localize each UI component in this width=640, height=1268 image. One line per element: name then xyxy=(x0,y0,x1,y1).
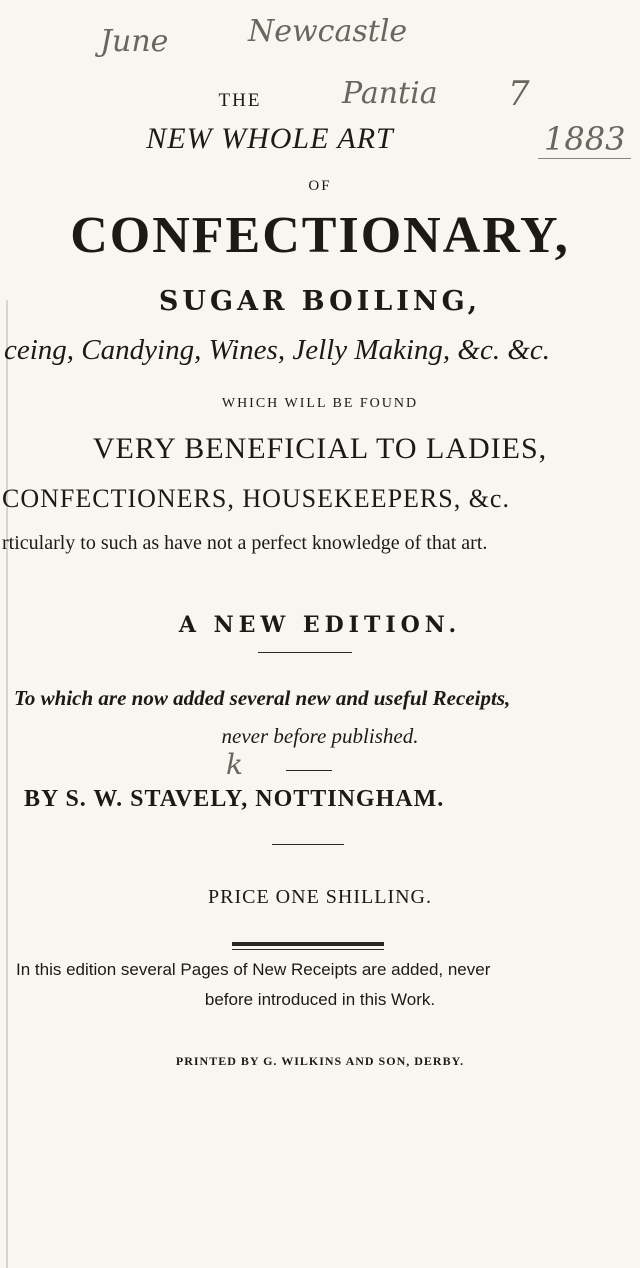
blackletter-subtitle: SUGAR BOILING, xyxy=(158,286,482,317)
beneficial-line: VERY BENEFICIAL TO LADIES, xyxy=(92,432,548,465)
handwriting-number: 7 xyxy=(508,74,530,114)
ink-mark: k xyxy=(226,748,243,781)
author-line: BY S. W. STAVELY, NOTTINGHAM. xyxy=(24,786,445,812)
particularly-line: rticularly to such as have not a perfect knowledge of that art. xyxy=(2,532,488,554)
subtitle: ceing, Candying, Wines, Jelly Making, &c. &c. xyxy=(4,334,551,366)
new-edition: A NEW EDITION. xyxy=(178,612,462,638)
rule-2 xyxy=(286,770,332,771)
added-line-2: never before published. xyxy=(221,724,419,748)
rule-1 xyxy=(258,652,352,653)
handwriting-center: Pantia xyxy=(342,76,438,111)
of-label: OF xyxy=(308,178,332,194)
printer-line: PRINTED BY G. WILKINS AND SON, DERBY. xyxy=(175,1054,465,1068)
which-will: WHICH WILL BE FOUND xyxy=(221,396,419,411)
handwriting-top-right: Newcastle xyxy=(248,14,408,49)
audience-line: CONFECTIONERS, HOUSEKEEPERS, &c. xyxy=(2,484,510,513)
new-whole-art: NEW WHOLE ART xyxy=(146,122,394,155)
note-line-1: In this edition several Pages of New Receipts are added, never xyxy=(16,960,491,979)
main-title: CONFECTIONARY, xyxy=(70,207,570,264)
handwriting-date: 1883 xyxy=(538,120,631,159)
handwriting-top-left: June xyxy=(100,24,169,59)
note-line-2: before introduced in this Work. xyxy=(204,990,436,1009)
rule-thick xyxy=(232,942,384,946)
price-line: PRICE ONE SHILLING. xyxy=(208,886,432,908)
rule-3 xyxy=(272,844,344,845)
rule-thin xyxy=(232,949,384,950)
added-line-1: To which are now added several new and useful Receipts, xyxy=(14,686,511,710)
the-label: THE xyxy=(218,90,262,111)
